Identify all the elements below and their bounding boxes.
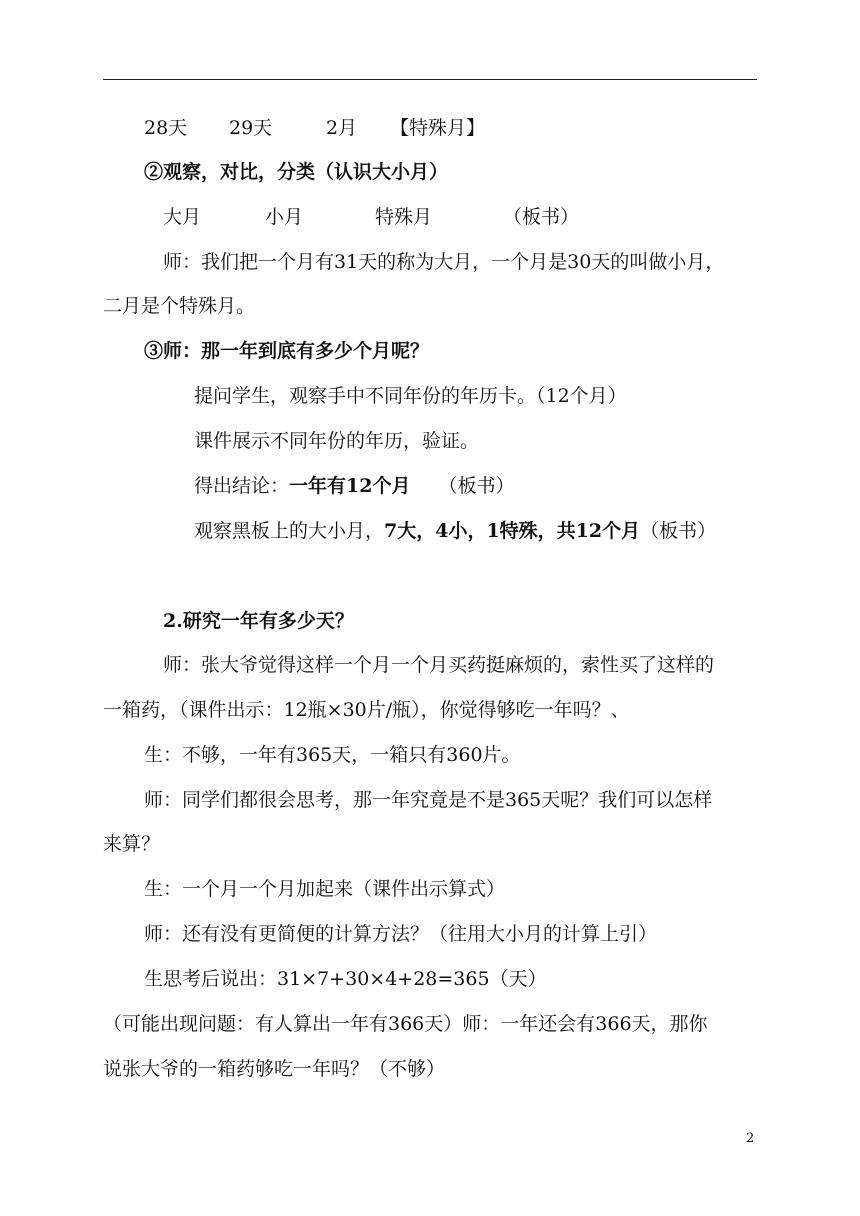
summary-line (194, 519, 716, 543)
paragraph-line: 说张大爷的一箱药够吃一年吗？（不够） (103, 1058, 446, 1080)
paragraph-line: 生：不够，一年有365天，一箱只有360片。 (144, 744, 521, 766)
paragraph-line: 师：张大爷觉得这样一个月一个月买药挺麻烦的，索性买了这样的 (163, 654, 715, 676)
step-heading-observe: ②观察，对比，分类（认识大小月） (144, 161, 449, 183)
paragraph-line: 师：我们把一个月有31天的称为大月，一个月是30天的叫做小月， (163, 251, 725, 273)
paragraph-line: 生思考后说出：31×7+30×4+28=365（天） (144, 968, 547, 990)
paragraph-line: 师：同学们都很会思考，那一年究竟是不是365天呢？我们可以怎样 (144, 789, 713, 811)
special-month-tag: 【特殊月】 (390, 117, 486, 139)
paragraph-line: 二月是个特殊月。 (103, 295, 256, 317)
feb-month: 2月 (326, 117, 358, 139)
page-number: 2 (746, 1131, 755, 1146)
paragraph-line: 师：还有没有更简便的计算方法？（往用大小月的计算上引） (144, 923, 658, 945)
board-note: （板书） (438, 475, 515, 497)
days-29: 29天 (229, 117, 273, 139)
small-month: 小月 (265, 206, 304, 228)
conclusion-bold: 一年有12个月 (289, 475, 411, 497)
paragraph-line: 课件展示不同年份的年历，验证。 (194, 430, 480, 452)
board-note: （板书） (503, 206, 580, 228)
section-heading: 2.研究一年有多少天？ (163, 610, 354, 632)
line-month-types (163, 205, 580, 229)
line-days (144, 116, 486, 140)
step-heading-months: ③师：那一年到底有多少个月呢？ (144, 340, 430, 362)
paragraph-line: 一箱药，（课件出示：12瓶×30片/瓶），你觉得够吃一年吗？、 (103, 699, 630, 721)
summary-bold: 7大，4小，1特殊，共12个月 (384, 520, 641, 542)
conclusion-line (194, 474, 514, 498)
header-rule (103, 79, 757, 80)
board-note: （板书） (640, 520, 717, 542)
summary-label: 观察黑板上的大小月， (194, 520, 385, 542)
paragraph-line: 生：一个月一个月加起来（课件出示算式） (144, 878, 506, 900)
special-month: 特殊月 (375, 206, 433, 228)
paragraph-line: 提问学生，观察手中不同年份的年历卡。（12个月） (194, 385, 627, 407)
paragraph-line: （可能出现问题：有人算出一年有366天）师：一年还会有366天，那你 (103, 1013, 708, 1035)
big-month: 大月 (163, 206, 202, 228)
days-28: 28天 (144, 117, 188, 139)
paragraph-line: 来算？ (103, 833, 161, 855)
conclusion-label: 得出结论： (194, 475, 290, 497)
